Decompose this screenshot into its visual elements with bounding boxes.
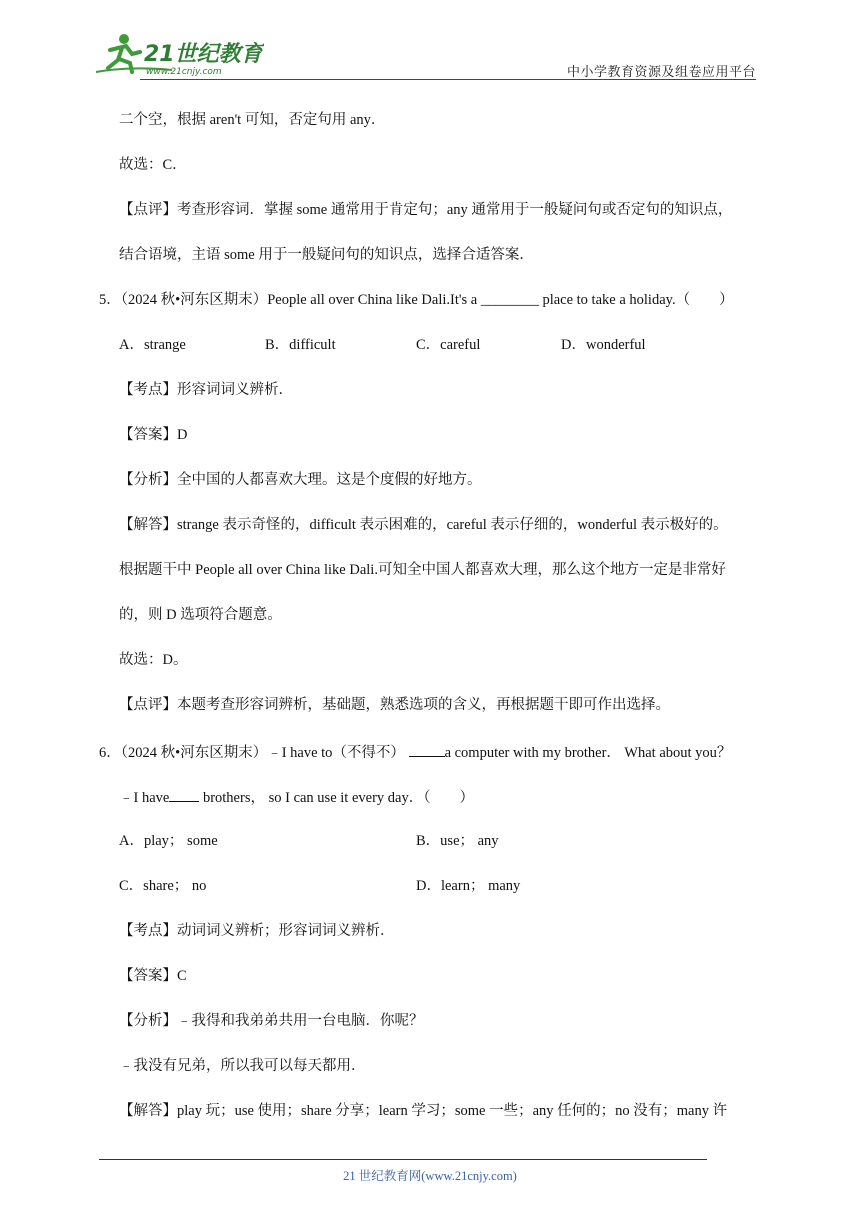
q6-line2-part1: ﹣I have (119, 790, 170, 806)
answer-blank (169, 787, 199, 802)
text-line: 【点评】考查形容词．掌握 some 通常用于肯定句；any 通常用于一般疑问句或否定句的知识点， (119, 202, 733, 218)
question-5-stem: 5．（2024 秋•河东区期末）People all over China like Dali.It's a ________ place to take a holiday.（ ） (99, 292, 734, 308)
q6-jieda: 【解答】play 玩；use 使用；share 分享；learn 学习；some 一些；any 任何的；no 没有；many 许 (119, 1103, 728, 1119)
text-line: 二个空，根据 aren't 可知，否定句用 any． (119, 112, 386, 128)
platform-name: 中小学教育资源及组卷应用平台 (566, 65, 756, 80)
text-line: 结合语境，主语 some 用于一般疑问句的知识点，选择合适答案． (119, 247, 534, 263)
q6-fenxi: ﹣我没有兄弟，所以我可以每天都用． (119, 1058, 366, 1074)
q6-option-a: A．play； some (119, 833, 218, 849)
page-header (0, 0, 860, 84)
q6-kaodian: 【考点】动词词义辨析；形容词词义辨析． (119, 923, 395, 939)
logo-url: www.21cnjy.com (146, 67, 222, 77)
answer-blank (409, 742, 445, 757)
q5-jieda: 【解答】strange 表示奇怪的，difficult 表示困难的，careful 表示仔细的，wonderful 表示极好的。 (119, 517, 728, 533)
q5-answer: 【答案】D (119, 427, 188, 443)
site-logo[interactable] (92, 30, 264, 78)
q6-option-b: B．use； any (416, 833, 499, 849)
q6-stem-part2: a computer with my brother． What about you？ (444, 745, 732, 761)
q6-option-d: D．learn； many (416, 878, 521, 894)
q5-dianping: 【点评】本题考查形容词辨析，基础题，熟悉选项的含义，再根据题干即可作出选择。 (119, 697, 670, 713)
text-line: 故选：C． (119, 157, 187, 173)
question-6-stem (99, 742, 731, 762)
logo-text: 21世纪教育 (144, 42, 263, 67)
q5-selected: 故选：D。 (119, 652, 188, 668)
q6-option-c: C．share； no (119, 878, 207, 894)
q5-fenxi: 【分析】全中国的人都喜欢大理。这是个度假的好地方。 (119, 472, 482, 488)
footer-divider (99, 1159, 707, 1160)
q6-answer: 【答案】C (119, 968, 187, 984)
header-divider (140, 79, 756, 80)
q6-fenxi: 【分析】﹣我得和我弟弟共用一台电脑．你呢？ (119, 1013, 424, 1029)
q5-option-b: B．difficult (265, 337, 336, 353)
q5-option-c: C．careful (416, 337, 481, 353)
q5-jieda: 的，则 D 选项符合题意。 (119, 607, 282, 623)
q5-option-d: D．wonderful (561, 337, 646, 353)
question-6-line2 (119, 787, 474, 807)
q5-option-a: A．strange (119, 337, 186, 353)
runner-logo-icon (92, 30, 264, 78)
q6-line2-part2: brothers， so I can use it every day．（ ） (199, 790, 474, 806)
q6-stem-part1: 6．（2024 秋•河东区期末）﹣I have to（不得不） (99, 745, 405, 761)
footer-link[interactable]: 21 世纪教育网(www.21cnjy.com) (343, 1169, 517, 1183)
q5-kaodian: 【考点】形容词词义辨析． (119, 382, 293, 398)
q5-jieda: 根据题干中 People all over China like Dali.可知全中国人都喜欢大理，那么这个地方一定是非常好 (119, 562, 726, 578)
